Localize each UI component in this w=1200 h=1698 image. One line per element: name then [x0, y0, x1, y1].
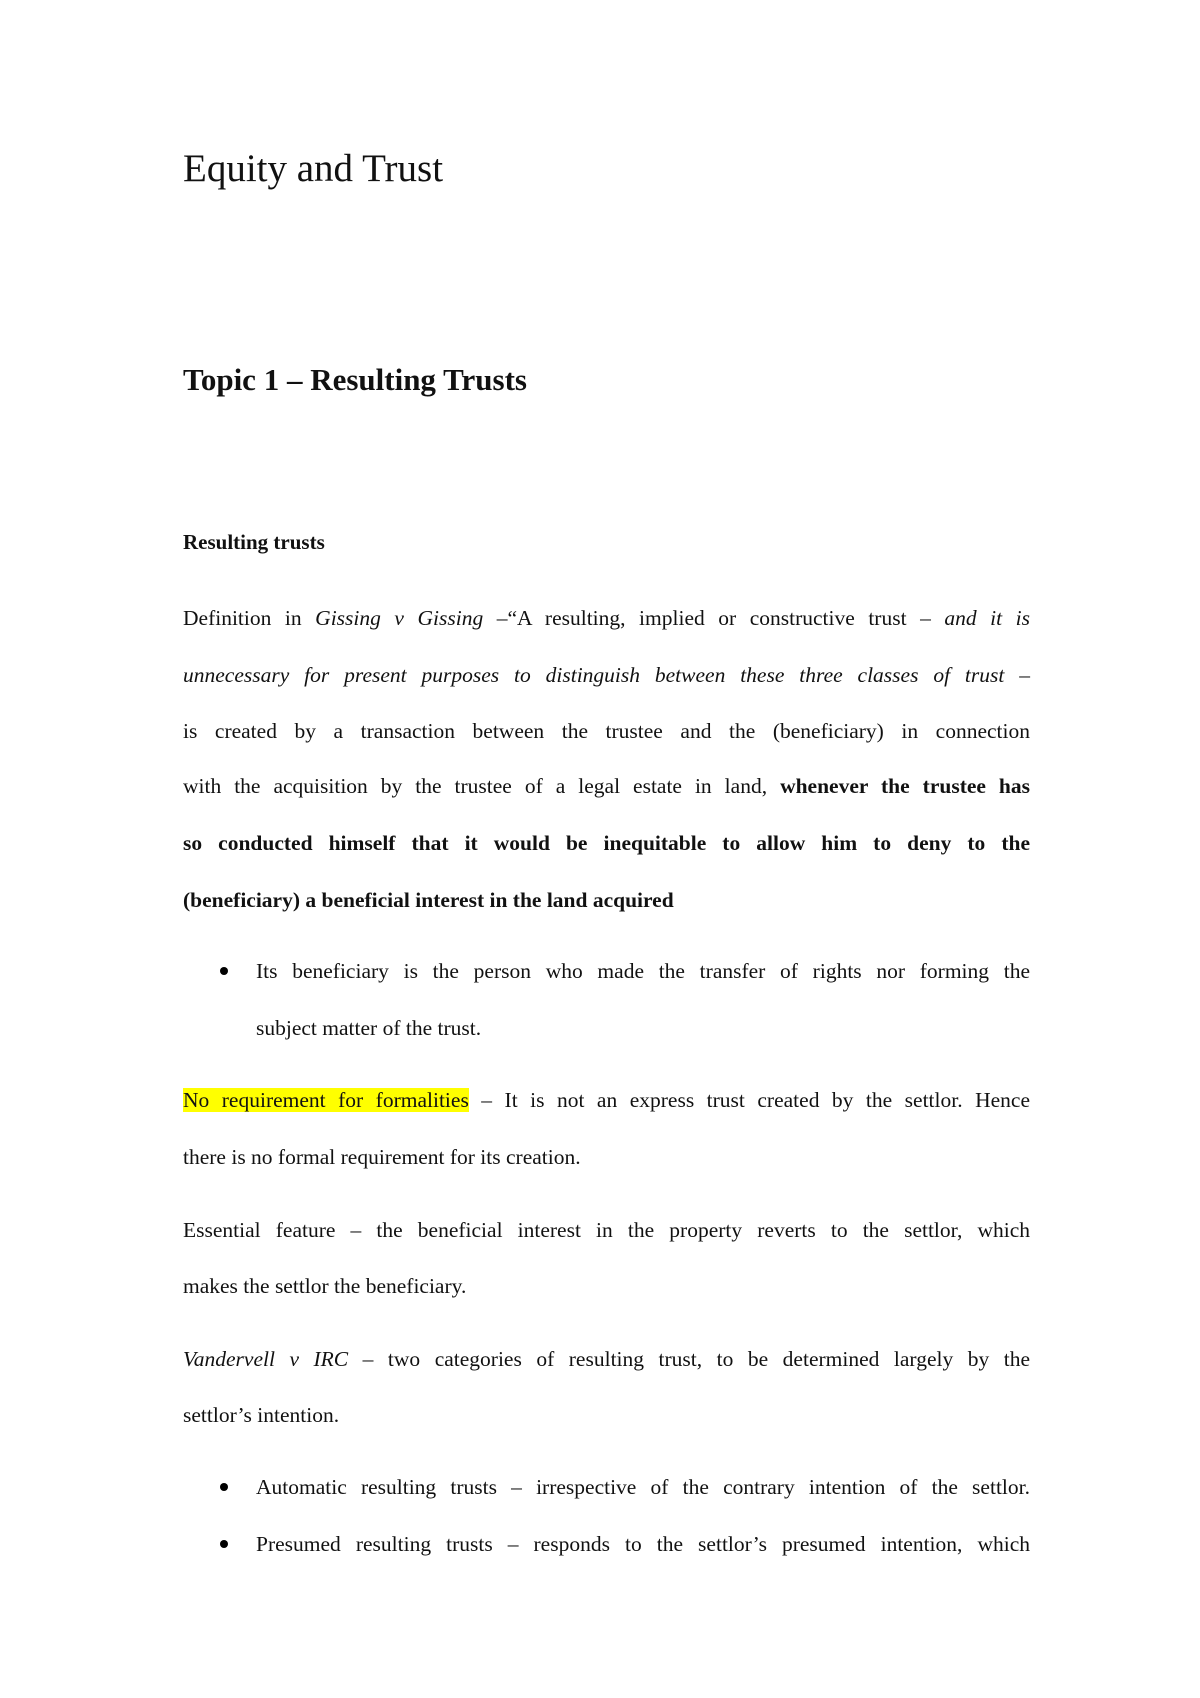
text-line: (beneficiary) a beneficial interest in the land acquired [183, 888, 674, 912]
text-line: there is no formal requirement for its creation. [183, 1145, 581, 1169]
text: –“A resulting, implied or constructive trust – [483, 606, 945, 630]
text-line: Essential feature – the beneficial interest in the property reverts to the settlor, which [183, 1218, 1030, 1242]
case-name: Vandervell v IRC [183, 1347, 349, 1371]
topic-heading: Topic 1 – Resulting Trusts [183, 362, 527, 397]
text-line: Presumed resulting trusts – responds to the settlor’s presumed intention, which [256, 1532, 1030, 1556]
section-heading: Resulting trusts [183, 530, 325, 554]
text: unnecessary for present purposes to distinguish between these three classes of trust [183, 663, 1005, 687]
bullet-icon [220, 1483, 228, 1491]
text-line [183, 603, 1030, 633]
bullet-icon [220, 1540, 228, 1548]
text: whenever the trustee has [780, 774, 1031, 798]
highlighted-text: No requirement for formalities [183, 1088, 469, 1112]
text-line [183, 1344, 1030, 1374]
text: Definition in [183, 606, 316, 630]
text: – two categories of resulting trust, to be determined largely by the [348, 1347, 1031, 1371]
text: – It is not an express trust created by the settlor. Hence [468, 1088, 1030, 1112]
text-line: subject matter of the trust. [256, 1016, 482, 1040]
bullet-icon [220, 967, 228, 975]
text-line: settlor’s intention. [183, 1403, 340, 1427]
text: and it is [944, 606, 1030, 630]
text-line [183, 1085, 1030, 1115]
text: – [1004, 663, 1030, 687]
text-line: is created by a transaction between the trustee and the (beneficiary) in connection [183, 719, 1030, 743]
text: with the acquisition by the trustee of a legal estate in land, [183, 774, 781, 798]
text-line: Automatic resulting trusts – irrespective of the contrary intention of the settlor. [256, 1475, 1030, 1499]
text-line [183, 660, 1030, 690]
text-line: Its beneficiary is the person who made the transfer of rights nor forming the [256, 959, 1030, 983]
case-name: Gissing v Gissing [315, 606, 484, 630]
document-title: Equity and Trust [183, 147, 444, 190]
text-line: so conducted himself that it would be inequitable to allow him to deny to the [183, 831, 1030, 855]
text-line [183, 771, 1030, 801]
text-line: makes the settlor the beneficiary. [183, 1274, 467, 1298]
